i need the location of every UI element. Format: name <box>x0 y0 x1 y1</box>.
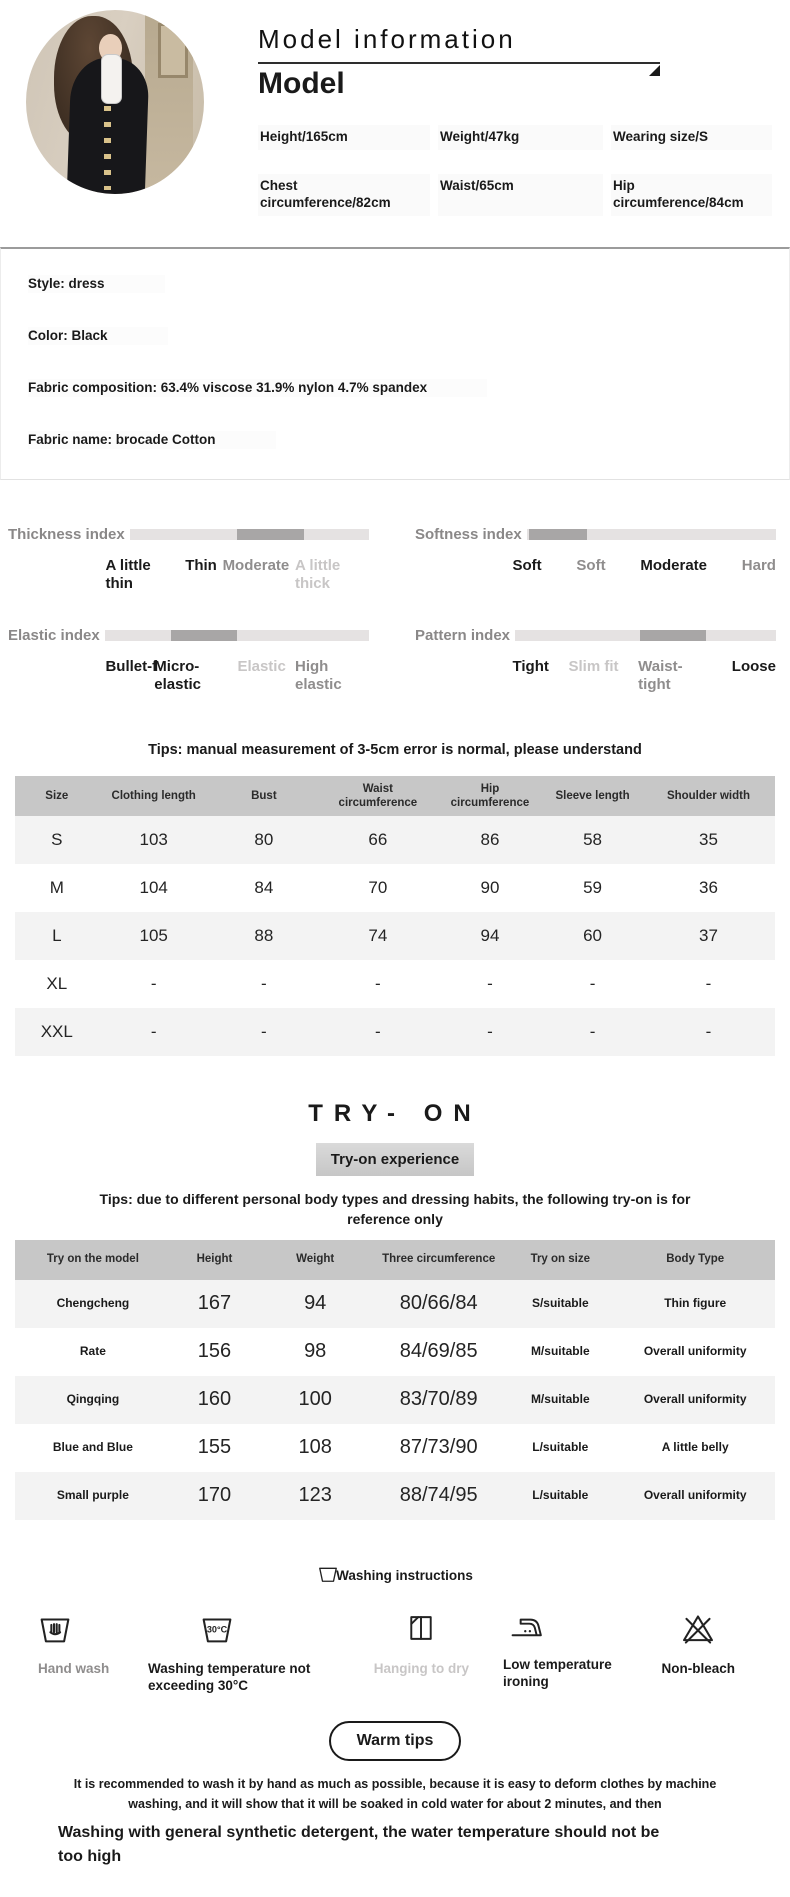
washing-symbol-label: Hanging to dry <box>373 1660 469 1676</box>
index-bar-row <box>8 526 369 543</box>
wash-30-icon <box>200 1611 234 1645</box>
title-underline <box>258 62 660 64</box>
model-measurement: Hip circumference/84cm <box>611 174 772 216</box>
table-cell: - <box>261 974 267 993</box>
column-header: Bust <box>209 776 319 816</box>
wash-30-icon <box>148 1611 234 1650</box>
model-measurements <box>258 125 790 216</box>
hand-wash-icon <box>38 1611 72 1645</box>
index-bar-row <box>415 627 776 644</box>
index-bar-fill <box>171 630 237 641</box>
table-cell: Overall uniformity <box>643 1343 747 1358</box>
product-detail-line: Fabric name: brocade Cotton <box>28 431 276 449</box>
tryon-title: TRY- ON <box>308 1100 482 1127</box>
table-cell: 160 <box>197 1388 232 1411</box>
index-bar-track <box>515 630 776 641</box>
index-label: Elastic <box>237 658 286 675</box>
table-cell: 103 <box>139 830 168 849</box>
table-cell: Small purple <box>56 1487 129 1502</box>
size-table-row <box>15 960 775 1008</box>
table-cell: - <box>261 1022 267 1041</box>
index-label: Moderate <box>640 557 708 574</box>
photo-background-frame <box>158 23 188 78</box>
table-cell: 83/70/89 <box>399 1388 478 1411</box>
tryon-experience-badge: Try-on experience <box>316 1143 474 1176</box>
table-cell: 58 <box>583 830 603 849</box>
table-cell: 37 <box>699 926 718 945</box>
column-header: Body Type <box>615 1240 775 1280</box>
model-measurement: Weight/47kg <box>438 125 603 150</box>
table-cell: S <box>51 830 63 849</box>
index-label: Tight <box>512 658 549 675</box>
table-cell: - <box>150 974 157 993</box>
table-cell: Qingqing <box>66 1391 120 1406</box>
size-table-row <box>15 912 775 960</box>
table-cell: 100 <box>298 1388 332 1411</box>
no-bleach-icon <box>681 1611 715 1650</box>
index-bar-row <box>415 526 776 543</box>
tryon-tip: Tips: due to different personal body types and dressing habits, the following try-on is for reference only <box>99 1191 691 1228</box>
table-cell: 88/74/95 <box>399 1484 478 1507</box>
table-cell: 155 <box>197 1436 232 1459</box>
model-subtitle: Model <box>258 67 345 100</box>
tryon-table-row <box>15 1472 775 1520</box>
size-table-row <box>15 1008 775 1056</box>
index-block <box>415 526 776 593</box>
index-block <box>8 627 369 694</box>
table-cell: - <box>150 1022 157 1041</box>
table-cell: 84 <box>254 878 274 897</box>
no-bleach-icon <box>681 1611 715 1645</box>
index-label: Waist-tight <box>638 658 683 693</box>
washing-symbol-label: Non-bleach <box>661 1660 736 1676</box>
table-header-row <box>15 776 775 816</box>
table-cell: 123 <box>298 1484 332 1507</box>
table-cell: 88 <box>254 926 274 945</box>
hang-dry-icon <box>405 1611 437 1645</box>
title-triangle-decoration <box>649 65 660 76</box>
table-body <box>15 816 775 1056</box>
washing-instructions-label: Washing instructions <box>336 1567 473 1583</box>
table-cell: 108 <box>298 1436 332 1459</box>
washing-symbol-label: Hand wash <box>38 1660 110 1676</box>
table-cell: 70 <box>368 878 388 897</box>
hang-dry-icon <box>405 1611 437 1650</box>
product-detail-line: Color: Black <box>28 327 168 345</box>
table-cell: 104 <box>139 878 168 897</box>
index-labels <box>512 658 776 694</box>
care-note-large: Washing with general synthetic detergent, the water temperature should not be too high <box>58 1823 660 1865</box>
table-cell: L/suitable <box>532 1439 589 1454</box>
table-cell: 59 <box>583 878 603 897</box>
column-header: Size <box>15 776 99 816</box>
iron-icon <box>509 1611 545 1641</box>
size-table-row <box>15 816 775 864</box>
index-bar-track <box>105 630 369 641</box>
index-bar-fill <box>529 529 586 540</box>
table-cell: - <box>705 974 712 993</box>
size-table <box>15 776 775 1056</box>
table-cell: 167 <box>197 1292 232 1315</box>
model-measurement: Wearing size/S <box>611 125 772 150</box>
washing-symbol-label: Washing temperature not exceeding 30°C <box>148 1660 311 1694</box>
washing-symbols-row <box>0 1611 790 1695</box>
table-cell: Chengcheng <box>56 1295 130 1310</box>
table-cell: 80 <box>254 830 274 849</box>
table-cell: M/suitable <box>530 1391 590 1406</box>
column-header: Sleeve length <box>543 776 642 816</box>
table-cell: 86 <box>480 830 500 849</box>
index-label: Slim fit <box>568 658 619 675</box>
table-cell: 60 <box>583 926 603 945</box>
table-cell: Blue and Blue <box>52 1439 133 1454</box>
product-detail-line: Fabric composition: 63.4% viscose 31.9% nylon 4.7% spandex <box>28 379 487 397</box>
fabric-indices <box>0 526 790 694</box>
hand-wash-icon <box>38 1611 72 1650</box>
index-labels <box>105 557 369 593</box>
table-cell: M <box>49 878 64 897</box>
table-cell: S/suitable <box>531 1295 589 1310</box>
column-header: Height <box>171 1240 258 1280</box>
table-cell: M/suitable <box>530 1343 590 1358</box>
column-header: Try on the model <box>15 1240 171 1280</box>
table-cell: L/suitable <box>532 1487 589 1502</box>
index-label: Bullet-f <box>105 658 158 675</box>
page-title: Model information <box>258 24 516 54</box>
index-bar-fill <box>640 630 705 641</box>
index-name: Softness index <box>415 526 522 543</box>
index-label: A little thin <box>105 557 151 592</box>
table-cell: Overall uniformity <box>643 1487 747 1502</box>
washing-instructions-header <box>0 1562 790 1583</box>
index-labels <box>105 658 369 694</box>
index-label: Moderate <box>222 557 290 574</box>
tryon-table-row <box>15 1376 775 1424</box>
care-note-small: It is recommended to wash it by hand as much as possible, because it is easy to deform clothes by machine washing, and it will show that it will be soaked in cold water for about 2 minutes, and then <box>73 1776 717 1812</box>
table-cell: 36 <box>699 878 718 897</box>
table-cell: 84/69/85 <box>399 1340 478 1363</box>
index-label: Soft <box>576 557 606 574</box>
table-head <box>15 776 775 816</box>
washing-symbol-item <box>148 1611 340 1695</box>
table-cell: - <box>705 1022 712 1041</box>
washing-symbol-item <box>372 1611 471 1695</box>
model-photo <box>26 10 204 194</box>
table-cell: 74 <box>368 926 388 945</box>
column-header: Weight <box>258 1240 372 1280</box>
index-bar-track <box>130 529 369 540</box>
size-measure-tip: Tips: manual measurement of 3-5cm error is normal, please understand <box>148 742 642 758</box>
column-header: Hip circumference <box>437 776 543 816</box>
washing-symbol-item <box>38 1611 116 1695</box>
table-cell: 156 <box>197 1340 232 1363</box>
index-name: Elastic index <box>8 627 100 644</box>
size-table-row <box>15 864 775 912</box>
table-cell: Overall uniformity <box>643 1391 747 1406</box>
index-block <box>8 526 369 593</box>
index-label: High elastic <box>294 658 342 693</box>
table-cell: 90 <box>480 878 500 897</box>
table-cell: 98 <box>304 1340 327 1363</box>
table-cell: Thin figure <box>664 1295 727 1310</box>
tryon-table-row <box>15 1424 775 1472</box>
table-cell: 94 <box>480 926 500 945</box>
table-cell: A little belly <box>661 1439 729 1454</box>
photo-phone <box>101 54 122 104</box>
model-measurement: Height/165cm <box>258 125 430 150</box>
table-cell: XXL <box>40 1022 73 1041</box>
index-label: Loose <box>731 658 776 675</box>
column-header: Shoulder width <box>642 776 775 816</box>
index-name: Pattern index <box>415 627 511 644</box>
table-cell: 94 <box>304 1292 327 1315</box>
index-labels <box>512 557 776 575</box>
column-header: Waist circumference <box>319 776 437 816</box>
table-header-row <box>15 1240 775 1280</box>
table-cell: 87/73/90 <box>399 1436 478 1459</box>
tryon-table <box>15 1240 775 1520</box>
index-label: A little thick <box>294 557 341 592</box>
table-cell: L <box>52 926 62 945</box>
table-cell: 170 <box>197 1484 232 1507</box>
table-cell: 80/66/84 <box>399 1292 478 1315</box>
table-cell: XL <box>46 974 68 993</box>
index-bar-row <box>8 627 369 644</box>
index-label: Thin <box>185 557 217 574</box>
iron-icon <box>503 1611 545 1646</box>
index-label: Hard <box>741 557 776 574</box>
table-cell: - <box>375 1022 381 1041</box>
tryon-table-row <box>15 1280 775 1328</box>
table-cell: - <box>487 974 493 993</box>
table-cell: 105 <box>139 926 168 945</box>
washing-symbol-item <box>649 1611 748 1695</box>
table-cell: 35 <box>699 830 718 849</box>
washing-symbol-item <box>503 1611 617 1695</box>
table-cell: - <box>487 1022 493 1041</box>
photo-dress-trim <box>104 106 111 191</box>
index-label: Micro-elastic <box>154 658 201 693</box>
product-detail-line: Style: dress <box>28 275 165 293</box>
index-bar-fill <box>237 529 304 540</box>
column-header: Three circumference <box>372 1240 505 1280</box>
table-cell: - <box>589 1022 596 1041</box>
column-header: Try on size <box>505 1240 615 1280</box>
table-cell: 66 <box>368 830 388 849</box>
table-head <box>15 1240 775 1280</box>
product-details-box <box>0 247 790 480</box>
index-name: Thickness index <box>8 526 125 543</box>
tryon-table-row <box>15 1328 775 1376</box>
table-body <box>15 1280 775 1520</box>
index-block <box>415 627 776 694</box>
model-info-text <box>258 10 790 210</box>
index-label: Soft <box>512 557 542 574</box>
model-measurement: Chest circumference/82cm <box>258 174 430 216</box>
index-bar-track <box>527 529 776 540</box>
table-cell: - <box>589 974 596 993</box>
model-measurement: Waist/65cm <box>438 174 603 216</box>
model-info-section <box>0 0 790 210</box>
washing-symbol-label: Low temperature ironing <box>503 1656 612 1690</box>
svg-text:30°C: 30°C <box>206 1623 228 1634</box>
warm-tips-pill: Warm tips <box>329 1721 462 1761</box>
column-header: Clothing length <box>99 776 209 816</box>
table-cell: - <box>375 974 381 993</box>
table-cell: Rate <box>79 1343 106 1358</box>
